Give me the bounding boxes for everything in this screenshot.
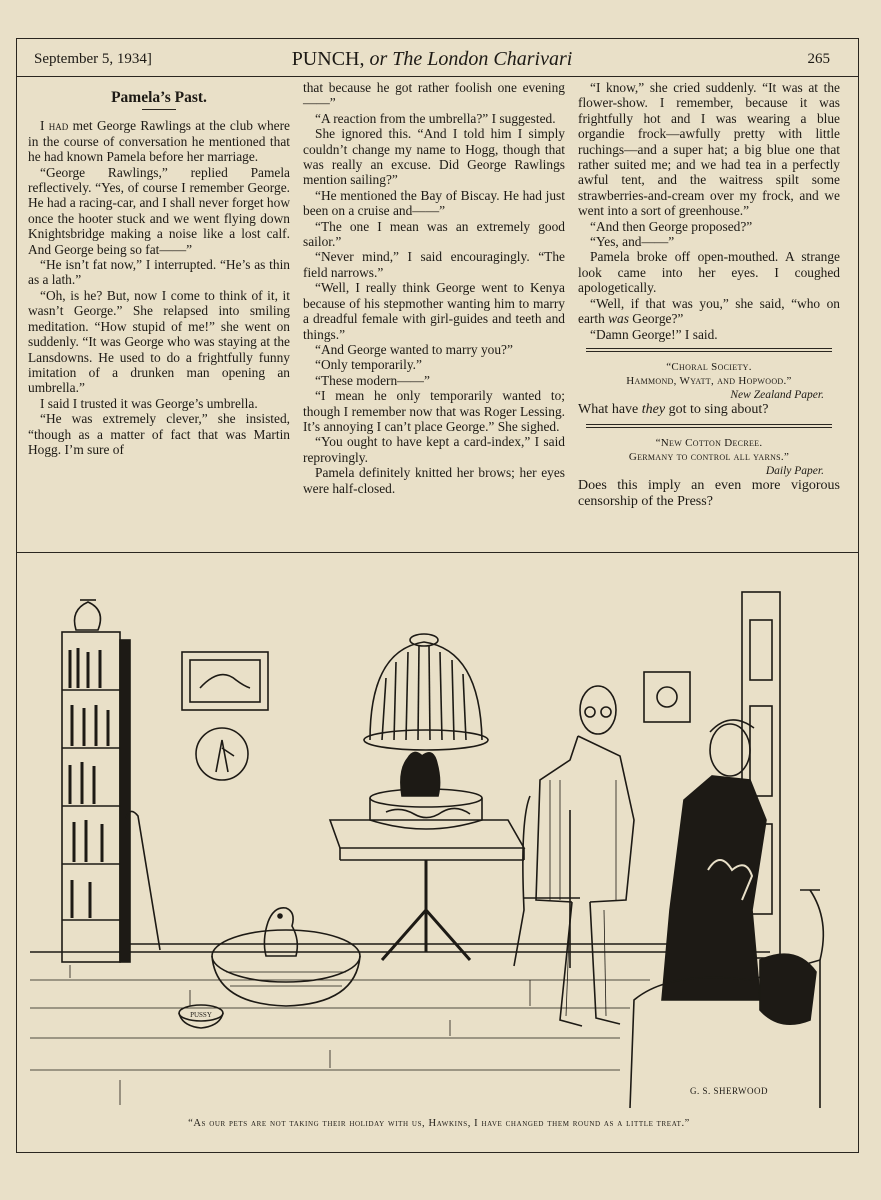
paragraph-text: that because he got rather foolish one evening——” [303, 80, 565, 111]
comment-text: What have [578, 401, 642, 417]
paragraph [303, 465, 565, 496]
clipping-source: New Zealand Paper. [730, 388, 824, 401]
paragraph [303, 219, 565, 250]
clipping-comment [578, 478, 840, 510]
paragraph-text: “Damn George!” I said. [590, 326, 718, 342]
paragraph-text: Pamela definitely knitted her brows; her eyes were half-closed. [303, 465, 565, 496]
page-header [34, 48, 830, 76]
paragraph-text: “And then George proposed?” [590, 218, 753, 234]
double-rule [586, 424, 832, 428]
paragraph-text: “He was extremely clever,” she insisted, “though as a matter of fact that was Martin Hogg. I’m sure of [28, 411, 290, 457]
cartoon-caption: “As our pets are not taking their holiday with us, Hawkins, I have changed them round as a little treat.” [188, 1118, 690, 1129]
column-2 [303, 80, 565, 550]
birdcage [364, 634, 488, 829]
clipping-line: “New Cotton Decree. [655, 436, 763, 449]
round-picture [196, 728, 248, 780]
paragraph [303, 188, 565, 219]
paragraph-text: “Well, if that was you,” she said, “who on earth [578, 295, 840, 327]
paragraph-text: “He isn’t fat now,” I interrupted. “He’s as thin as a lath.” [28, 257, 290, 288]
clipping [578, 360, 840, 428]
double-rule [586, 348, 832, 352]
clipping-source: Daily Paper. [765, 464, 824, 477]
paragraph-text: George?” [628, 311, 684, 327]
paragraph [303, 249, 565, 280]
paragraph [303, 388, 565, 434]
paragraph-text: “A reaction from the umbrella?” I suggested. [315, 110, 556, 126]
paragraph [578, 219, 840, 234]
paragraph [578, 249, 840, 295]
paragraph [28, 165, 290, 257]
paragraph [303, 111, 565, 126]
pet-basket [212, 908, 360, 1006]
paragraph-text: “George Rawlings,” replied Pamela reflectively. “Yes, of course I remember George. He had a racing-car, and I shall never forget how once the hooter stuck and we went flying down Knightsbridge making a noise like a lost calf. And George being so fat——” [28, 164, 290, 257]
paragraph-text: “The one I mean was an extremely good sailor.” [303, 218, 565, 250]
comment-text: Does this imply an even more vigorous censorship of the Press? [578, 477, 840, 509]
header-rule [16, 76, 859, 77]
side-table [330, 820, 524, 960]
column-1 [28, 80, 290, 550]
paragraph-text: “And George wanted to marry you?” [315, 341, 513, 357]
paragraph [28, 411, 290, 457]
comment-text: got to sing about? [665, 401, 769, 417]
paragraph-text: She ignored this. “And I told him I simply couldn’t change my name to Hogg, though that was really an excuse. Did George Rawlings mention sailing?” [303, 126, 565, 188]
paragraph-text: “I mean he only temporarily wanted to; though I remember now that was Roger Lessing. It’s annoying I can’t place George.” She sighed. [303, 388, 565, 434]
paragraph-text: “Well, I really think George went to Kenya because of his stepmother wanting him to marry a dreadful female with girl-guides and teeth and things.” [303, 280, 565, 342]
clipping-comment [578, 402, 840, 418]
page-number: 265 [807, 51, 830, 67]
clipping-line: “Choral Society. [666, 360, 752, 373]
paragraph-text: “Only temporarily.” [315, 357, 422, 373]
paragraph-text: Pamela broke off open-mouthed. A strange look came into her eyes. I coughed apologetically. [578, 249, 840, 296]
bookcase [62, 600, 130, 962]
column-3-body [578, 80, 840, 342]
clipping-line: Hammond, Wyatt, and Hopwood.” [626, 374, 792, 387]
lead-words: I had [40, 118, 69, 134]
comment-text: they [641, 401, 666, 417]
paragraph-text: I said I trusted it was George’s umbrella. [40, 395, 258, 411]
walking-cane [126, 811, 160, 950]
cartoon-rule [16, 552, 859, 553]
column-1-body [28, 118, 290, 457]
cat-in-cage [401, 752, 440, 796]
clippings [578, 360, 840, 510]
paragraph [303, 357, 565, 372]
paragraph [303, 434, 565, 465]
paragraph-text: “Never mind,” I said encouragingly. “The field narrows.” [303, 249, 565, 280]
paragraph [303, 80, 565, 111]
paragraph [303, 373, 565, 388]
paragraph [28, 396, 290, 411]
masthead [34, 48, 830, 71]
small-frame [644, 672, 690, 722]
paragraph-text: “Yes, and——” [590, 234, 675, 250]
paragraph-text: “These modern——” [315, 372, 430, 388]
masthead-main: PUNCH, [291, 48, 365, 70]
paragraph [303, 280, 565, 342]
clipping [578, 436, 840, 510]
paragraph [28, 118, 290, 164]
paragraph [28, 257, 290, 288]
paragraph [578, 327, 840, 342]
gentleman [536, 686, 634, 1026]
vase [75, 602, 101, 630]
column-3 [578, 80, 840, 550]
paragraph-text: “Oh, is he? But, now I come to think of it, it wasn’t George.” She relapsed into smiling meditation. “How stupid of me!” she went on suddenly. “It was George who was staying at the Lansdowns. He used to do a frightfully funny imitation of a drunken man opening an umbrella.” [28, 287, 290, 396]
paragraph [303, 342, 565, 357]
paragraph [578, 234, 840, 249]
paragraph-text: “I know,” she cried suddenly. “It was at the flower-show. I remember, because it was frightfully hot and I was wearing a blue organdie frock—awfully pretty with little ruchings—and a super hat; a big blue one that rather suited me; and we had tea in a perfectly awful tent, and the waitress spilt some strawberries-and-cream over my frock, and we went into a sort of greenhouse.” [578, 80, 840, 219]
artist-signature: G. S. SHERWOOD [690, 1086, 769, 1096]
article-title: Pamela’s Past. [111, 89, 207, 106]
masthead-subtitle: or The London Charivari [369, 48, 573, 70]
paragraph-text: “He mentioned the Bay of Biscay. He had just been on a cruise and——” [303, 187, 565, 219]
cartoon-illustration [30, 580, 848, 1110]
paragraph-text: met George Rawlings at the club where in the course of conversation he mentioned that he had known Pamela before her marriage. [28, 118, 290, 165]
paragraph [578, 296, 840, 327]
clipping-line: Germany to control all yarns.” [628, 450, 790, 463]
chair [514, 796, 580, 968]
paragraph [28, 288, 290, 396]
paragraph-text: “You ought to have kept a card-index,” I said reprovingly. [303, 434, 565, 465]
title-rule [142, 109, 176, 110]
column-2-body [303, 80, 565, 496]
paragraph-text: was [608, 311, 629, 327]
paragraph [303, 126, 565, 188]
pet-bowl-label: PUSSY [190, 1011, 212, 1019]
paragraph [578, 80, 840, 219]
header-date: September 5, 1934] [34, 51, 152, 67]
